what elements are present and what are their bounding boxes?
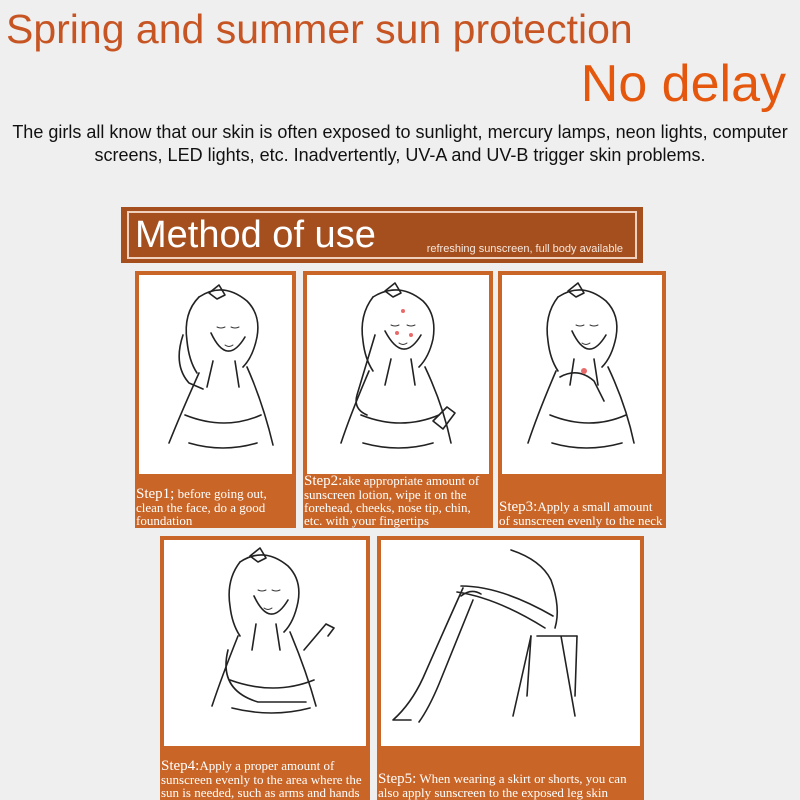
step-3-text: Apply a small amount of sunscreen evenly to the neck bbox=[499, 499, 663, 528]
method-title: Method of use bbox=[135, 214, 376, 256]
step-4-illustration bbox=[164, 540, 366, 746]
step-5-lead: Step5: bbox=[378, 771, 417, 787]
step-5-text: When wearing a skirt or shorts, you can also apply sunscreen to the exposed leg skin bbox=[378, 771, 627, 800]
step-2-lead: Step2: bbox=[304, 473, 343, 489]
step-3-panel bbox=[498, 271, 666, 528]
step-3-caption bbox=[498, 500, 666, 528]
step-4-text: Apply a proper amount of sunscreen evenly to the area where the sun is needed, such as arms and hands bbox=[161, 758, 362, 800]
step-2-caption bbox=[303, 474, 493, 528]
step-2-text: ake appropriate amount of sunscreen lotion, wipe it on the forehead, cheeks, nose tip, chin, etc. with your fingertips bbox=[304, 473, 480, 528]
step-5-panel bbox=[377, 536, 644, 800]
step-1-panel bbox=[135, 271, 296, 528]
step-1-caption bbox=[135, 487, 296, 528]
page-subtitle: No delay bbox=[580, 55, 786, 113]
intro-text: The girls all know that our skin is often exposed to sunlight, mercury lamps, neon lights, computer screens, LED lights, etc. Inadvertently, UV-A and UV-B trigger skin problems. bbox=[12, 122, 788, 165]
method-subtitle: refreshing sunscreen, full body available bbox=[426, 243, 623, 255]
step-4-lead: Step4: bbox=[161, 758, 200, 774]
step-4-caption bbox=[160, 759, 370, 800]
step-5-illustration bbox=[381, 540, 640, 746]
step-3-lead: Step3: bbox=[499, 499, 538, 515]
method-banner bbox=[121, 207, 643, 263]
step-2-illustration bbox=[307, 275, 489, 474]
step-5-caption bbox=[377, 772, 644, 800]
step-1-illustration bbox=[139, 275, 292, 474]
step-2-panel bbox=[303, 271, 493, 528]
step-1-text: before going out, clean the face, do a good foundation bbox=[136, 486, 267, 528]
step-3-illustration bbox=[502, 275, 662, 474]
method-frame bbox=[127, 211, 637, 259]
step-4-panel bbox=[160, 536, 370, 800]
page-title: Spring and summer sun protection bbox=[6, 6, 633, 52]
step-1-lead: Step1; bbox=[136, 486, 175, 502]
